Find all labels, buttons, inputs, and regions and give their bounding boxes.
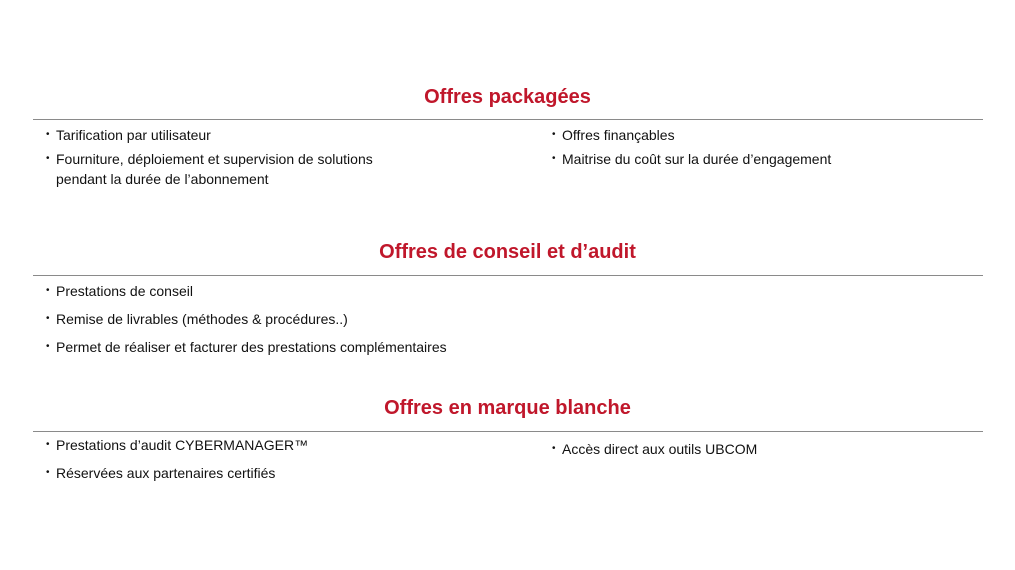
- list-item: [46, 463, 275, 483]
- list-item-text: Permet de réaliser et facturer des prestations complémentaires: [56, 339, 447, 355]
- section-3-left-list: [46, 435, 506, 495]
- list-item-text: Remise de livrables (méthodes & procédures..): [56, 311, 348, 327]
- list-item-continuation: [46, 169, 269, 189]
- list-item: [46, 125, 211, 145]
- bullet-icon: •: [46, 439, 50, 450]
- list-item-text: Prestations d’audit CYBERMANAGER™: [56, 437, 309, 453]
- section-1-right-list: [552, 125, 972, 175]
- list-item-text: Tarification par utilisateur: [56, 127, 211, 143]
- bullet-icon: •: [552, 129, 556, 140]
- list-item: [46, 337, 447, 357]
- section-title-offres-packagees: Offres packagées: [424, 86, 591, 108]
- bullet-icon: •: [46, 467, 50, 478]
- list-item: [552, 125, 675, 145]
- list-item: [46, 149, 373, 169]
- list-item: [552, 439, 757, 459]
- bullet-icon: •: [46, 313, 50, 324]
- list-item: [46, 281, 193, 301]
- list-item-text: Fourniture, déploiement et supervision de solutions: [56, 151, 373, 167]
- section-3-right-list: [552, 439, 972, 469]
- list-item: [46, 309, 348, 329]
- section-divider: [33, 275, 983, 276]
- bullet-icon: •: [46, 129, 50, 140]
- bullet-icon: •: [552, 443, 556, 454]
- bullet-icon: •: [46, 153, 50, 164]
- list-item-text: Prestations de conseil: [56, 283, 193, 299]
- list-item-text: Réservées aux partenaires certifiés: [56, 465, 276, 481]
- section-2-list: [46, 281, 646, 361]
- list-item-text: Offres finançables: [562, 127, 675, 143]
- list-item: [552, 149, 831, 169]
- bullet-icon: •: [552, 153, 556, 164]
- bullet-icon: •: [46, 285, 50, 296]
- section-divider: [33, 119, 983, 120]
- bullet-icon: •: [46, 341, 50, 352]
- list-item-text: pendant la durée de l’abonnement: [56, 171, 269, 187]
- section-title-offres-marque-blanche: Offres en marque blanche: [384, 397, 631, 419]
- list-item-text: Accès direct aux outils UBCOM: [562, 441, 758, 457]
- section-1-left-list: [46, 125, 506, 195]
- list-item-text: Maitrise du coût sur la durée d’engagement: [562, 151, 832, 167]
- section-title-offres-conseil-audit: Offres de conseil et d’audit: [379, 241, 636, 263]
- section-divider: [33, 431, 983, 432]
- list-item: [46, 435, 308, 455]
